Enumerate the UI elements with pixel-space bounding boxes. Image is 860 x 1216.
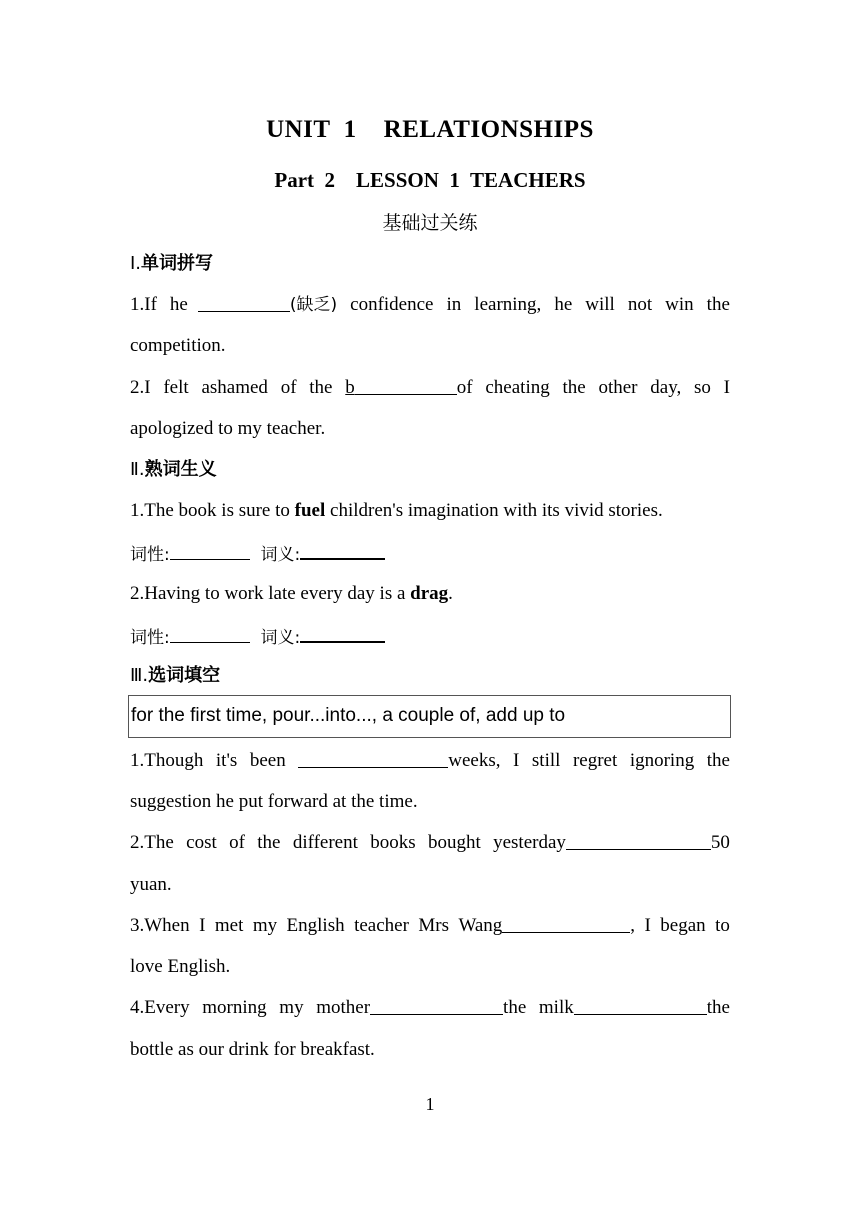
question-text: the	[309, 377, 333, 398]
question-text: milk	[538, 997, 574, 1018]
question-line	[130, 582, 730, 606]
question-line	[130, 499, 730, 523]
question-text: children's imagination with its vivid stories.	[325, 500, 663, 521]
section-heading-3	[130, 664, 730, 688]
section-title: 基础过关练	[382, 212, 478, 234]
page-number: 1	[425, 1094, 435, 1114]
question-text: he	[554, 294, 573, 315]
question-text: Mrs	[418, 915, 449, 936]
question-text: met	[214, 915, 244, 936]
answer-group	[170, 293, 337, 317]
question-text: love English.	[130, 956, 231, 977]
question-text: day,	[650, 377, 682, 398]
question-text: ignoring	[629, 750, 695, 771]
question-text: morning	[202, 997, 267, 1018]
answer-group	[458, 914, 635, 938]
answer-group	[316, 996, 526, 1020]
question-text: different	[292, 832, 358, 853]
answer-blank[interactable]	[574, 996, 707, 1015]
question-text: confidence	[350, 294, 434, 315]
question-text: of	[229, 832, 245, 853]
answer-line	[130, 623, 730, 650]
question-text: 2.I	[130, 377, 151, 398]
meaning-label: 词义:	[260, 628, 301, 648]
answer-blank[interactable]	[566, 831, 711, 850]
pos-label: 词性:	[130, 628, 170, 648]
question-text: been	[249, 750, 286, 771]
question-text: cost	[186, 832, 217, 853]
question-text: win	[665, 294, 694, 315]
section-number: Ⅱ.	[130, 459, 145, 480]
question-text: to	[715, 915, 730, 936]
question-text: 50	[710, 832, 730, 853]
section-number: Ⅰ.	[130, 253, 142, 274]
word-bank-box	[128, 695, 731, 738]
question-text: weeks,	[448, 750, 501, 771]
meaning-blank[interactable]	[300, 540, 385, 560]
section-heading-text: 选词填空	[148, 665, 221, 686]
question-text: teacher	[354, 915, 409, 936]
question-text: so	[694, 377, 711, 398]
question-text: the	[706, 997, 730, 1018]
question-text: I	[199, 915, 206, 936]
question-text: it's	[215, 750, 238, 771]
question-text: yuan.	[130, 874, 172, 895]
question-text: the	[706, 294, 730, 315]
answer-blank[interactable]	[355, 376, 457, 395]
answer-group	[345, 376, 472, 400]
section-number: Ⅲ.	[130, 665, 149, 686]
question-text: the	[706, 750, 730, 771]
question-text: cheating	[485, 377, 550, 398]
answer-group	[493, 831, 730, 855]
question-text: 1.Though	[130, 750, 204, 771]
question-text: learning,	[474, 294, 542, 315]
meaning-label: 词义:	[260, 545, 301, 565]
question-text: other	[598, 377, 638, 398]
question-line	[130, 293, 730, 317]
question-text: the	[562, 377, 586, 398]
section-heading-1	[130, 252, 730, 276]
question-text: began	[660, 915, 706, 936]
question-line	[130, 376, 730, 400]
question-text: will	[585, 294, 615, 315]
key-word: drag	[410, 583, 449, 604]
answer-line	[130, 540, 730, 567]
question-text: he	[169, 294, 188, 315]
question-line	[130, 914, 730, 938]
lesson-title: Part 2 LESSON 1 TEACHERS	[274, 168, 586, 192]
question-text: .	[448, 583, 453, 604]
unit-title: UNIT 1 RELATIONSHIPS	[266, 116, 594, 143]
question-text: suggestion he put forward at the time.	[130, 791, 418, 812]
question-line	[130, 831, 730, 855]
question-text: 1.The book is sure to	[130, 500, 295, 521]
answer-blank[interactable]	[502, 914, 630, 933]
answer-group	[539, 996, 730, 1020]
section-heading-text: 单词拼写	[141, 253, 214, 274]
question-text: the	[257, 832, 281, 853]
question-text: books	[370, 832, 416, 853]
question-text: Wang	[458, 915, 503, 936]
question-text: 1.If	[130, 294, 157, 315]
answer-blank[interactable]	[298, 749, 448, 768]
question-text: yesterday	[493, 832, 566, 853]
question-text: of	[280, 377, 297, 398]
question-text: not	[627, 294, 653, 315]
pos-blank[interactable]	[170, 541, 250, 560]
question-text: my	[279, 997, 304, 1018]
answer-blank[interactable]	[198, 293, 290, 312]
word-bank-text: for the first time, pour...into..., a couple of, add up to	[131, 705, 566, 726]
first-letter-hint: b	[345, 377, 355, 398]
hint-text: (缺乏)	[289, 295, 338, 315]
question-text: my	[252, 915, 278, 936]
question-text: 2.Having to work late every day is a	[130, 583, 411, 604]
question-text: I	[644, 915, 651, 936]
question-text: 2.The	[130, 832, 174, 853]
question-text: ,	[630, 915, 636, 936]
question-text: still	[531, 750, 561, 771]
question-text: mother	[316, 997, 371, 1018]
question-text: English	[286, 915, 345, 936]
section-heading-2	[130, 458, 730, 482]
question-text: 4.Every	[130, 997, 190, 1018]
question-text: competition.	[130, 335, 226, 356]
question-text: regret	[572, 750, 618, 771]
question-text: ashamed	[201, 377, 268, 398]
question-text: apologized to my teacher.	[130, 418, 326, 439]
question-text: felt	[163, 377, 189, 398]
key-word: fuel	[294, 500, 326, 521]
answer-blank[interactable]	[370, 996, 503, 1015]
meaning-blank[interactable]	[300, 623, 385, 643]
question-text: bottle as our drink for breakfast.	[130, 1039, 375, 1060]
question-text: the	[503, 997, 527, 1018]
answer-group	[298, 749, 500, 773]
question-line	[130, 749, 730, 773]
section-heading-text: 熟词生义	[144, 459, 217, 480]
question-text: bought	[427, 832, 481, 853]
question-text: I	[513, 750, 520, 771]
question-text: in	[446, 294, 462, 315]
question-line	[130, 996, 730, 1020]
question-text: I	[723, 377, 730, 398]
question-text: of	[456, 377, 473, 398]
question-text: 3.When	[130, 915, 190, 936]
pos-label: 词性:	[130, 545, 170, 565]
pos-blank[interactable]	[170, 624, 250, 643]
